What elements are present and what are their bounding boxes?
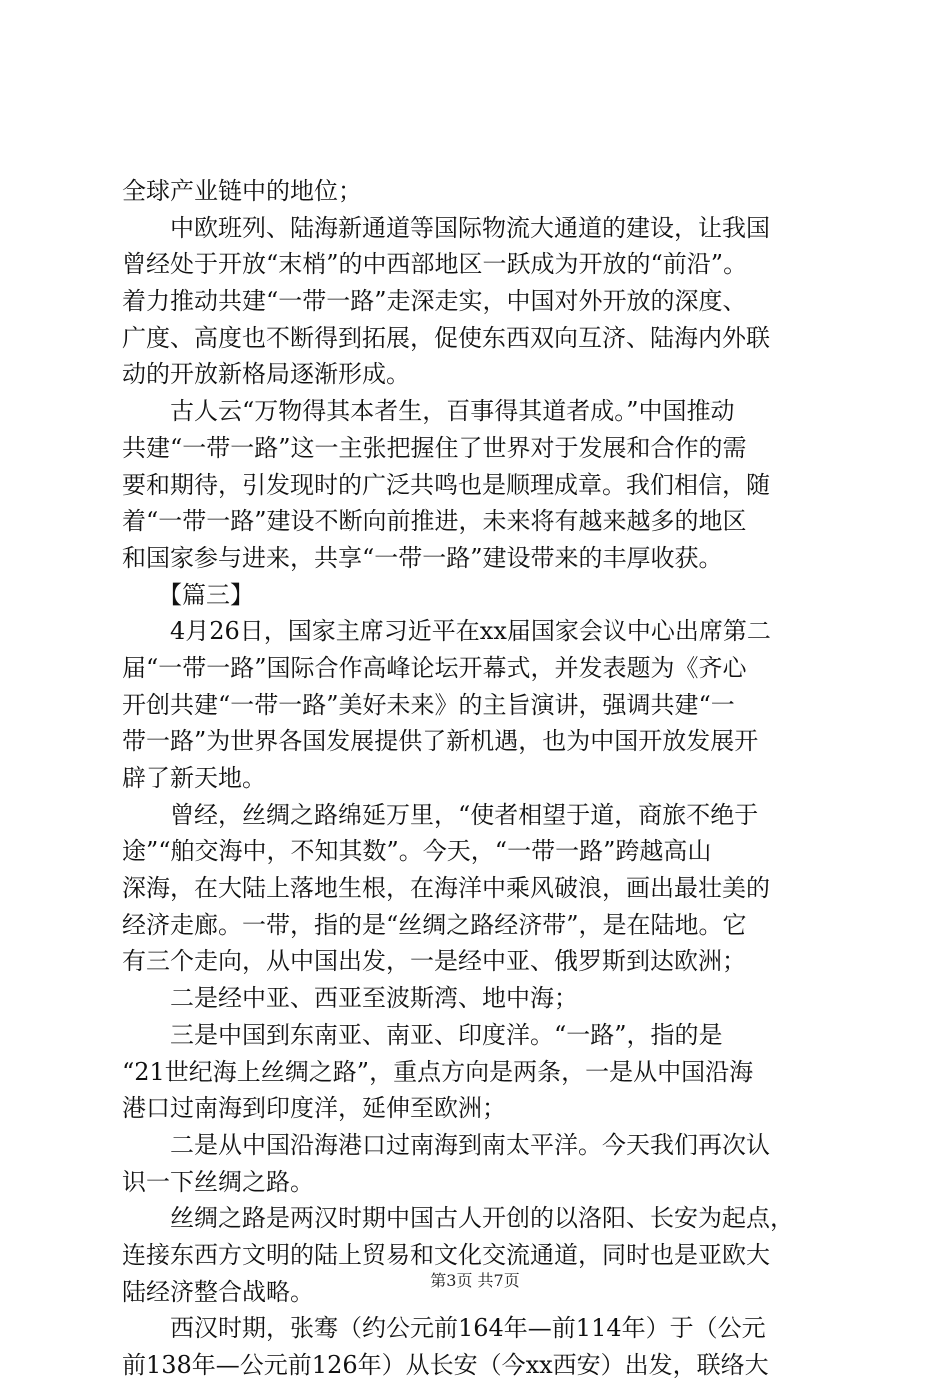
text-line: 全球产业链中的地位；	[122, 177, 362, 205]
text-line: 二是从中国沿海港口过南海到南太平洋。今天我们再次认	[122, 1130, 770, 1159]
text-line: 连接东西方文明的陆上贸易和文化交流通道，同时也是亚欧大	[122, 1240, 770, 1269]
text-line: 届“一带一路”国际合作高峰论坛开幕式，并发表题为《齐心	[122, 653, 747, 682]
text-line: 二是经中亚、西亚至波斯湾、地中海；	[122, 984, 578, 1013]
text-line: 古人云“万物得其本者生，百事得其道者成。”中国推动	[122, 397, 735, 426]
text-line: 前138年—公元前126年）从长安（今xx西安）出发，联络大	[122, 1351, 769, 1379]
text-line: 中欧班列、陆海新通道等国际物流大通道的建设，让我国	[122, 213, 770, 242]
text-line: 识一下丝绸之路。	[122, 1167, 314, 1196]
text-line: 辟了新天地。	[122, 764, 266, 792]
text-line: 港口过南海到印度洋，延伸至欧洲；	[122, 1094, 506, 1123]
text-line: 有三个走向，从中国出发，一是经中亚、俄罗斯到达欧洲；	[122, 947, 746, 976]
text-line: 带一路”为世界各国发展提供了新机遇，也为中国开放发展开	[122, 727, 759, 756]
section-heading: 【篇三】	[122, 580, 254, 609]
text-line: 丝绸之路是两汉时期中国古人开创的以洛阳、长安为起点，	[122, 1204, 794, 1233]
text-line: 途”“舶交海中，不知其数”。今天，“一带一路”跨越高山	[122, 837, 712, 866]
text-line: 陆经济整合战略。	[122, 1277, 314, 1306]
text-line: 深海，在大陆上落地生根，在海洋中乘风破浪，画出最壮美的	[122, 874, 770, 903]
text-line: 开创共建“一带一路”美好未来》的主旨演讲，强调共建“一	[122, 690, 735, 719]
text-line: 广度、高度也不断得到拓展，促使东西双向互济、陆海内外联	[122, 323, 770, 352]
text-line: 西汉时期，张骞（约公元前164年—前114年）于（公元	[122, 1314, 766, 1343]
text-line: 曾经，丝绸之路绵延万里，“使者相望于道，商旅不绝于	[122, 800, 759, 829]
text-line: 4月26日，国家主席习近平在xx届国家会议中心出席第二	[122, 617, 771, 646]
text-line: 经济走廊。一带，指的是“丝绸之路经济带”，是在陆地。它	[122, 910, 747, 939]
text-line: 和国家参与进来，共享“一带一路”建设带来的丰厚收获。	[122, 543, 723, 572]
text-line: 曾经处于开放“末梢”的中西部地区一跃成为开放的“前沿”。	[122, 250, 748, 279]
text-line: 动的开放新格局逐渐形成。	[122, 360, 410, 389]
text-line: 三是中国到东南亚、南亚、印度洋。“一路”，指的是	[122, 1020, 723, 1049]
text-line: 共建“一带一路”这一主张把握住了世界对于发展和合作的需	[122, 433, 747, 462]
body-text	[122, 173, 842, 1384]
text-line: 着“一带一路”建设不断向前推进，未来将有越来越多的地区	[122, 507, 747, 536]
text-line: “21世纪海上丝绸之路”，重点方向是两条，一是从中国沿海	[122, 1057, 754, 1086]
text-line: 要和期待，引发现时的广泛共鸣也是顺理成章。我们相信，随	[122, 470, 770, 499]
page-footer: 第3页 共7页	[430, 1271, 520, 1290]
text-line: 着力推动共建“一带一路”走深走实，中国对外开放的深度、	[122, 287, 747, 316]
